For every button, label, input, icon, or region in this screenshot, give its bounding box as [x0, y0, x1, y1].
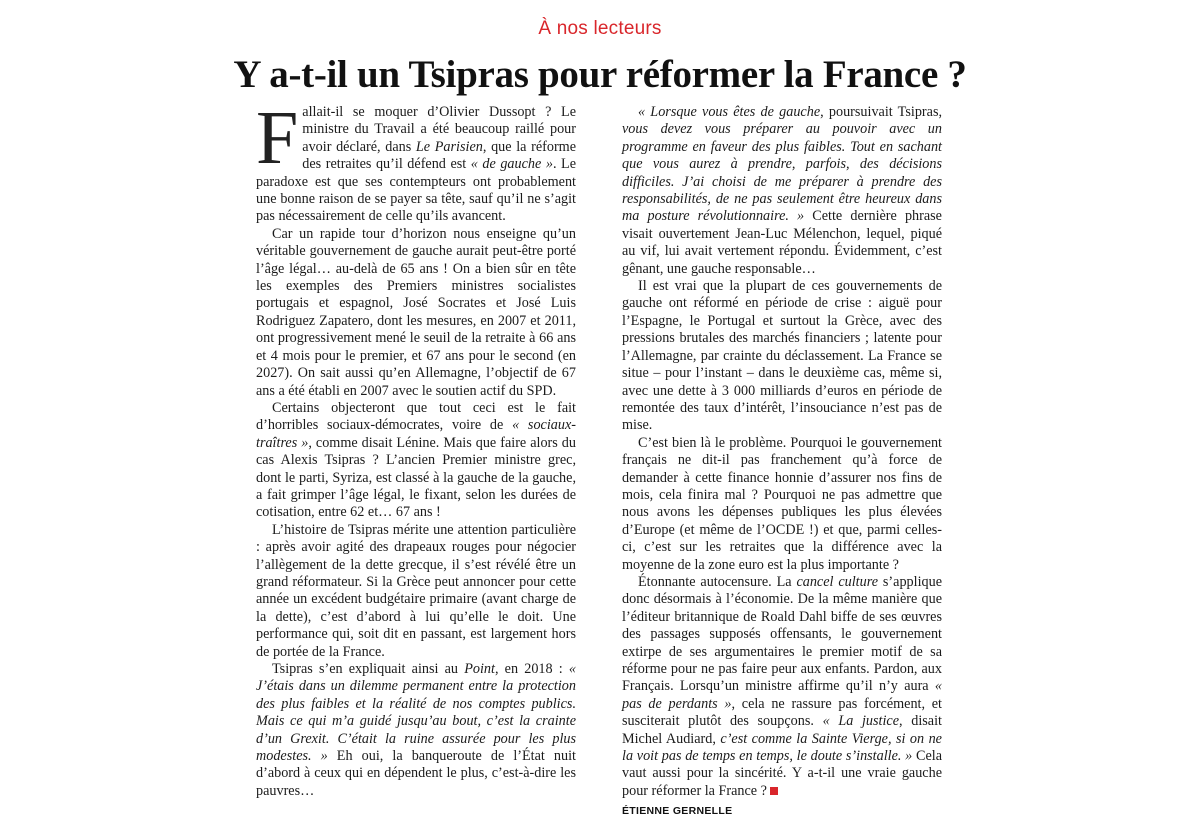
text-run: Tsipras s’en expliquait ainsi au: [272, 661, 465, 677]
quote: « J’étais dans un dilemme permanent entre la protection des plus faibles et la réalité de nos comptes publics. Mais ce qui m’a guidé jusqu’au bout, c’est la crainte d’un Grexit. C’était la ruine assurée pour les plus modestes. »: [256, 661, 576, 765]
quote: « sociaux-traîtres »: [256, 417, 576, 451]
text-run: , comme disait Lénine. Mais que faire alors du cas Alexis Tsipras ? L’ancien Premier ministre grec, dont le parti, Syriza, est classé à la gauche de la gauche, a fait grimper l’âge légal, le fixant, selon les durées de cotisation, entre 62 et… 67 ans !: [256, 434, 576, 521]
article-column-right: [622, 104, 942, 821]
end-mark-icon: [770, 787, 778, 795]
text-run: , que la réforme des retraites qu’il défend est: [302, 138, 577, 173]
text-run: allait-il se moquer d’Olivier Dussopt ? Le ministre du Travail a été beaucoup raillé pour avoir déclaré, dans: [302, 104, 576, 155]
paragraph: Car un rapide tour d’horizon nous enseigne qu’un véritable gouvernement de gauche aurait peut-être porté l’âge légal… au-delà de 65 ans ! On a bien sûr en tête les exemples des Premiers ministres socialistes portugais et espagnol, José Socrates et José Luis Rodriguez Zapatero, dont les mesures, en 2007 et 2011, ont progressivement mené le seuil de la retraite à 66 ans et 4 mois pour le premier, et 67 ans pour le second (en 2027). On sait aussi qu’en Allemagne, l’objectif de 67 ans a été établi en 2007 avec le soutien actif du SPD.: [256, 225, 576, 399]
paragraph: Il est vrai que la plupart de ces gouvernements de gauche ont réformé en période de crise : aiguë pour l’Espagne, le Portugal et surtout la Grèce, avec des pressions brutales des marchés financiers ; latente pour l’Allemagne, par crainte du déclassement. La France se situe – pour l’instant – dans le deuxième cas, même si, avec une dette à 3 000 milliards d’euros en période de remontée des taux d’intérêt, l’insouciance n’est pas de mise.: [622, 278, 942, 434]
quote: vous devez vous préparer au pouvoir avec un programme en faveur des plus faibles. Tout en sachant que vous aurez à prendre, parfois, des décisions difficiles. J’ai choisi de me préparer à prendre des responsabilités, de ne pas seulement être heureux dans ma posture révolutionnaire. »: [622, 121, 942, 225]
quote: « de gauche »: [470, 156, 553, 173]
section-kicker: À nos lecteurs: [538, 18, 662, 39]
text-run: s’applique donc désormais à l’économie. De la même manière que l’éditeur britannique de Roald Dahl biffe de ses œuvres des passages supposés offensants, le gouvernement extirpe de ses argumentaires le premier motif de sa réforme pour ne pas faire peur aux enfants. Pardon, aux Français. Lorsqu’un ministre affirme qu’il n’y aura: [622, 573, 942, 695]
author-byline: ÉTIENNE GERNELLE: [622, 805, 733, 818]
article-headline: Y a-t-il un Tsipras pour réformer la France ?: [233, 53, 967, 96]
dropcap: F: [256, 96, 299, 180]
paragraph: C’est bien là le problème. Pourquoi le gouvernement français ne dit-il pas franchement qu’à force de demander à cette finance honnie d’assurer nos fins de mois, cela finira mal ? Pourquoi ne pas admettre que nous avons les dépenses publiques les plus élevées d’Europe (et même de l’OCDE !) et que, parmi celles-ci, c’est sur les retraites que la différence avec la moyenne de la zone euro est la plus importante ?: [622, 434, 942, 573]
quote: « Lorsque vous êtes de gauche: [638, 104, 821, 120]
text-run: Cette dernière phrase visait ouvertement Jean-Luc Mélenchon, lequel, piqué au vif, lui avait vertement répondu. Évidemment, c’est gênant, une gauche responsable…: [622, 208, 942, 277]
paragraph: [256, 400, 576, 522]
paragraph: [256, 661, 576, 800]
text-run: , disait Michel Audiard,: [622, 713, 942, 747]
article-column-left: [256, 96, 577, 800]
text-run: , cela ne rassure pas forcément, et susciterait plutôt des soupçons.: [622, 695, 942, 730]
paragraph: [622, 574, 942, 800]
paragraph: [256, 96, 577, 226]
quote: « pas de perdants »: [622, 678, 942, 712]
quote: c’est comme la Sainte Vierge, si on ne la voit pas de temps en temps, le doute s’installe. »: [622, 730, 942, 765]
quote: « La justice: [822, 713, 900, 730]
source-name: Le Parisien: [415, 138, 483, 155]
text-run: Eh oui, la banqueroute de l’État nuit d’abord à ceux qui en dépendent le plus, c’est-à-dire les pauvres…: [256, 748, 576, 799]
text-run: , en 2018 :: [494, 661, 569, 677]
text-run: Cela vaut aussi pour la sincérité. Y a-t-il une vraie gauche pour réformer la France ?: [622, 748, 942, 799]
paragraph: L’histoire de Tsipras mérite une attention particulière : après avoir agité des drapeaux rouges pour négocier l’allègement de la dette grecque, il s’est révélé être un grand réformateur. Si la Grèce peut annoncer pour cette année un excédent budgétaire primaire (avant charge de la dette), c’est d’abord à lui qu’elle le doit. Une performance qui, soit dit en passant, est largement hors de portée de la France.: [256, 521, 576, 660]
source-name: Point: [464, 661, 495, 677]
paragraph: [622, 104, 942, 278]
text-run: Certains objecteront que tout ceci est le fait d’horribles sociaux-démocrates, voire de: [256, 399, 576, 434]
text-run: . Le paradoxe est que ses contempteurs ont probablement une bonne raison de se payer sa tête, sauf qu’il ne s’agit pas nécessairement de celle qu’ils avancent.: [256, 156, 576, 225]
text-run: Étonnante autocensure. La: [638, 573, 797, 590]
text-run: , poursuivait Tsipras,: [820, 104, 943, 120]
term: cancel culture: [796, 573, 879, 590]
